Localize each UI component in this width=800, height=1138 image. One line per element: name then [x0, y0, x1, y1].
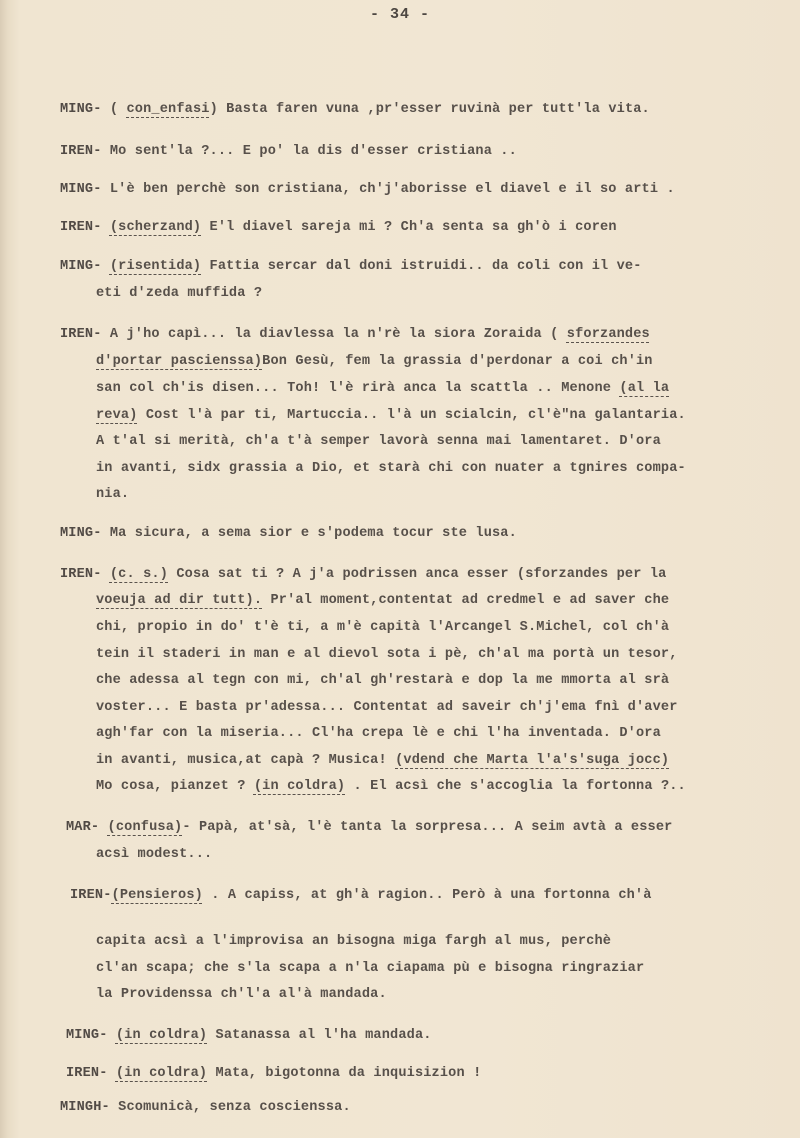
speaker-label: IREN-: [60, 144, 102, 159]
line-text: ) Basta faren vuna ,pr'esser ruvinà per tutt'la vita.: [209, 102, 650, 117]
dialogue-line: [60, 567, 666, 582]
speaker-label: MING-: [60, 526, 102, 541]
line-text: chi, propio in do' t'è ti, a m'è capità l'Arcangel S.Michel, col ch'à: [96, 620, 670, 635]
line-text: Fattia sercar dal doni istruidi.. da coli con il ve-: [201, 259, 642, 274]
speaker-label: MING-: [60, 182, 102, 197]
speaker-label: MINGH-: [60, 1100, 110, 1115]
line-text: L'è ben perchè son cristiana, ch'j'aborisse el diavel e il so arti .: [101, 182, 675, 197]
line-text: Mo sent'la ?... E po' la dis d'esser cristiana ..: [101, 144, 517, 159]
speaker-label: MING-: [60, 259, 102, 274]
line-text: tein il staderi in man e al dievol sota i pè, ch'al ma portà un tesor,: [96, 647, 678, 662]
line-text: Pr'al moment,contentat ad credmel e ad saver che: [262, 593, 670, 608]
stage-direction: (Pensieros): [111, 888, 203, 903]
line-text: . El acsì che s'accoglia la fortonna ?..: [345, 779, 686, 794]
dialogue-line: [60, 1100, 351, 1115]
line-text: A j'ho capì... la diavlessa la n'rè la siora Zoraida (: [101, 327, 567, 342]
line-text: che adessa al tegn con mi, ch'al gh'restarà e dop la me mmorta al srà: [96, 673, 670, 688]
speaker-label: IREN-: [60, 327, 102, 342]
line-text: eti d'zeda muffida ?: [96, 286, 263, 301]
line-text: [102, 259, 110, 274]
dialogue-line: [60, 327, 650, 342]
dialogue-continuation: [96, 620, 669, 635]
dialogue-continuation: [96, 647, 678, 662]
stage-direction: (risentida): [109, 259, 202, 274]
speaker-label: IREN-: [66, 1066, 108, 1081]
stage-direction: (al la: [619, 381, 670, 396]
line-text: in avanti, musica,at capà ? Musica!: [96, 753, 396, 768]
line-text: [102, 567, 110, 582]
line-text: Bon Gesù, fem la grassia d'perdonar a coi ch'in: [262, 354, 653, 369]
line-text: in avanti, sidx grassia a Dio, et starà chi con nuater a tgnires compa-: [96, 461, 686, 476]
dialogue-continuation: [96, 847, 212, 862]
dialogue-continuation: [96, 726, 661, 741]
line-text: [99, 820, 107, 835]
dialogue-line: [66, 1066, 481, 1081]
line-text: . A capiss, at gh'à ragion.. Però à una fortonna ch'à: [202, 888, 652, 903]
line-text: nia.: [96, 487, 130, 502]
dialogue-line: [60, 259, 642, 274]
line-text: - Papà, at'sà, l'è tanta la sorpresa... A seim avtà a esser: [182, 820, 673, 835]
dialogue-line: [60, 526, 517, 541]
line-text: cl'an scapa; che s'la scapa a n'la ciapama pù e bisogna ringraziar: [96, 961, 645, 976]
stage-direction: voeuja ad dir tutt).: [96, 593, 263, 608]
speaker-label: MING-: [66, 1028, 108, 1043]
page-number: - 34 -: [369, 6, 430, 23]
line-text: [108, 1028, 116, 1043]
line-text: [108, 1066, 116, 1081]
dialogue-continuation: [96, 286, 262, 301]
dialogue-continuation: [96, 354, 653, 369]
line-text: A t'al si merità, ch'a t'à semper lavorà senna mai lamentaret. D'ora: [96, 434, 661, 449]
line-text: E'l diavel sareja mi ? Ch'a senta sa gh'ò i coren: [201, 220, 617, 235]
line-text: Mata, bigotonna da inquisizion !: [207, 1066, 482, 1081]
speaker-label: IREN-: [70, 888, 112, 903]
stage-direction: (c. s.): [109, 567, 169, 582]
line-text: capita acsì a l'improvisa an bisogna miga fargh al mus, perchè: [96, 934, 612, 949]
line-text: san col ch'is disen... Toh! l'è rirà anca la scattla .. Menone: [96, 381, 620, 396]
dialogue-continuation: [96, 753, 669, 768]
dialogue-line: [60, 220, 617, 235]
speaker-label: IREN-: [60, 220, 102, 235]
line-text: [102, 220, 110, 235]
dialogue-line: [60, 102, 650, 117]
stage-direction: (in coldra): [253, 779, 346, 794]
dialogue-continuation: [96, 408, 686, 423]
line-text: voster... E basta pr'adessa... Contentat ad saveir ch'j'ema fnì d'aver: [96, 700, 678, 715]
dialogue-line: [60, 144, 517, 159]
line-text: Cosa sat ti ? A j'a podrissen anca esser (sforzandes per la: [168, 567, 667, 582]
line-text: Mo cosa, pianzet ?: [96, 779, 254, 794]
line-text: acsì modest...: [96, 847, 213, 862]
line-text: (: [101, 102, 127, 117]
dialogue-line: [70, 888, 652, 903]
stage-direction: (in coldra): [115, 1066, 208, 1081]
stage-direction: (scherzand): [109, 220, 202, 235]
dialogue-continuation: [96, 593, 669, 608]
dialogue-continuation: [96, 461, 686, 476]
stage-direction: con_enfasi: [126, 102, 210, 117]
dialogue-continuation: [96, 673, 669, 688]
line-text: agh'far con la miseria... Cl'ha crepa lè e chi l'ha inventada. D'ora: [96, 726, 661, 741]
line-text: Cost l'à par ti, Martuccia.. l'à un scialcin, cl'è"na galantaria.: [137, 408, 686, 423]
stage-direction: (vdend che Marta l'a's'suga jocc): [395, 753, 670, 768]
line-text: Scomunicà, senza coscienssa.: [109, 1100, 351, 1115]
stage-direction: sforzandes: [566, 327, 650, 342]
dialogue-continuation: [96, 434, 661, 449]
dialogue-continuation: [96, 961, 644, 976]
dialogue-continuation: [96, 381, 669, 396]
line-text: la Providenssa ch'l'a al'à mandada.: [96, 987, 387, 1002]
stage-direction: d'portar pascienssa): [96, 354, 263, 369]
dialogue-line: [66, 1028, 432, 1043]
line-text: Satanassa al l'ha mandada.: [207, 1028, 432, 1043]
speaker-label: MAR-: [66, 820, 100, 835]
dialogue-continuation: [96, 700, 678, 715]
stage-direction: (in coldra): [115, 1028, 208, 1043]
dialogue-continuation: [96, 779, 686, 794]
dialogue-line: [60, 182, 675, 197]
speaker-label: IREN-: [60, 567, 102, 582]
stage-direction: reva): [96, 408, 138, 423]
dialogue-continuation: [96, 487, 129, 502]
dialogue-continuation: [96, 934, 611, 949]
stage-direction: (confusa): [107, 820, 183, 835]
speaker-label: MING-: [60, 102, 102, 117]
dialogue-continuation: [96, 987, 387, 1002]
dialogue-line: [66, 820, 672, 835]
line-text: Ma sicura, a sema sior e s'podema tocur ste lusa.: [101, 526, 517, 541]
